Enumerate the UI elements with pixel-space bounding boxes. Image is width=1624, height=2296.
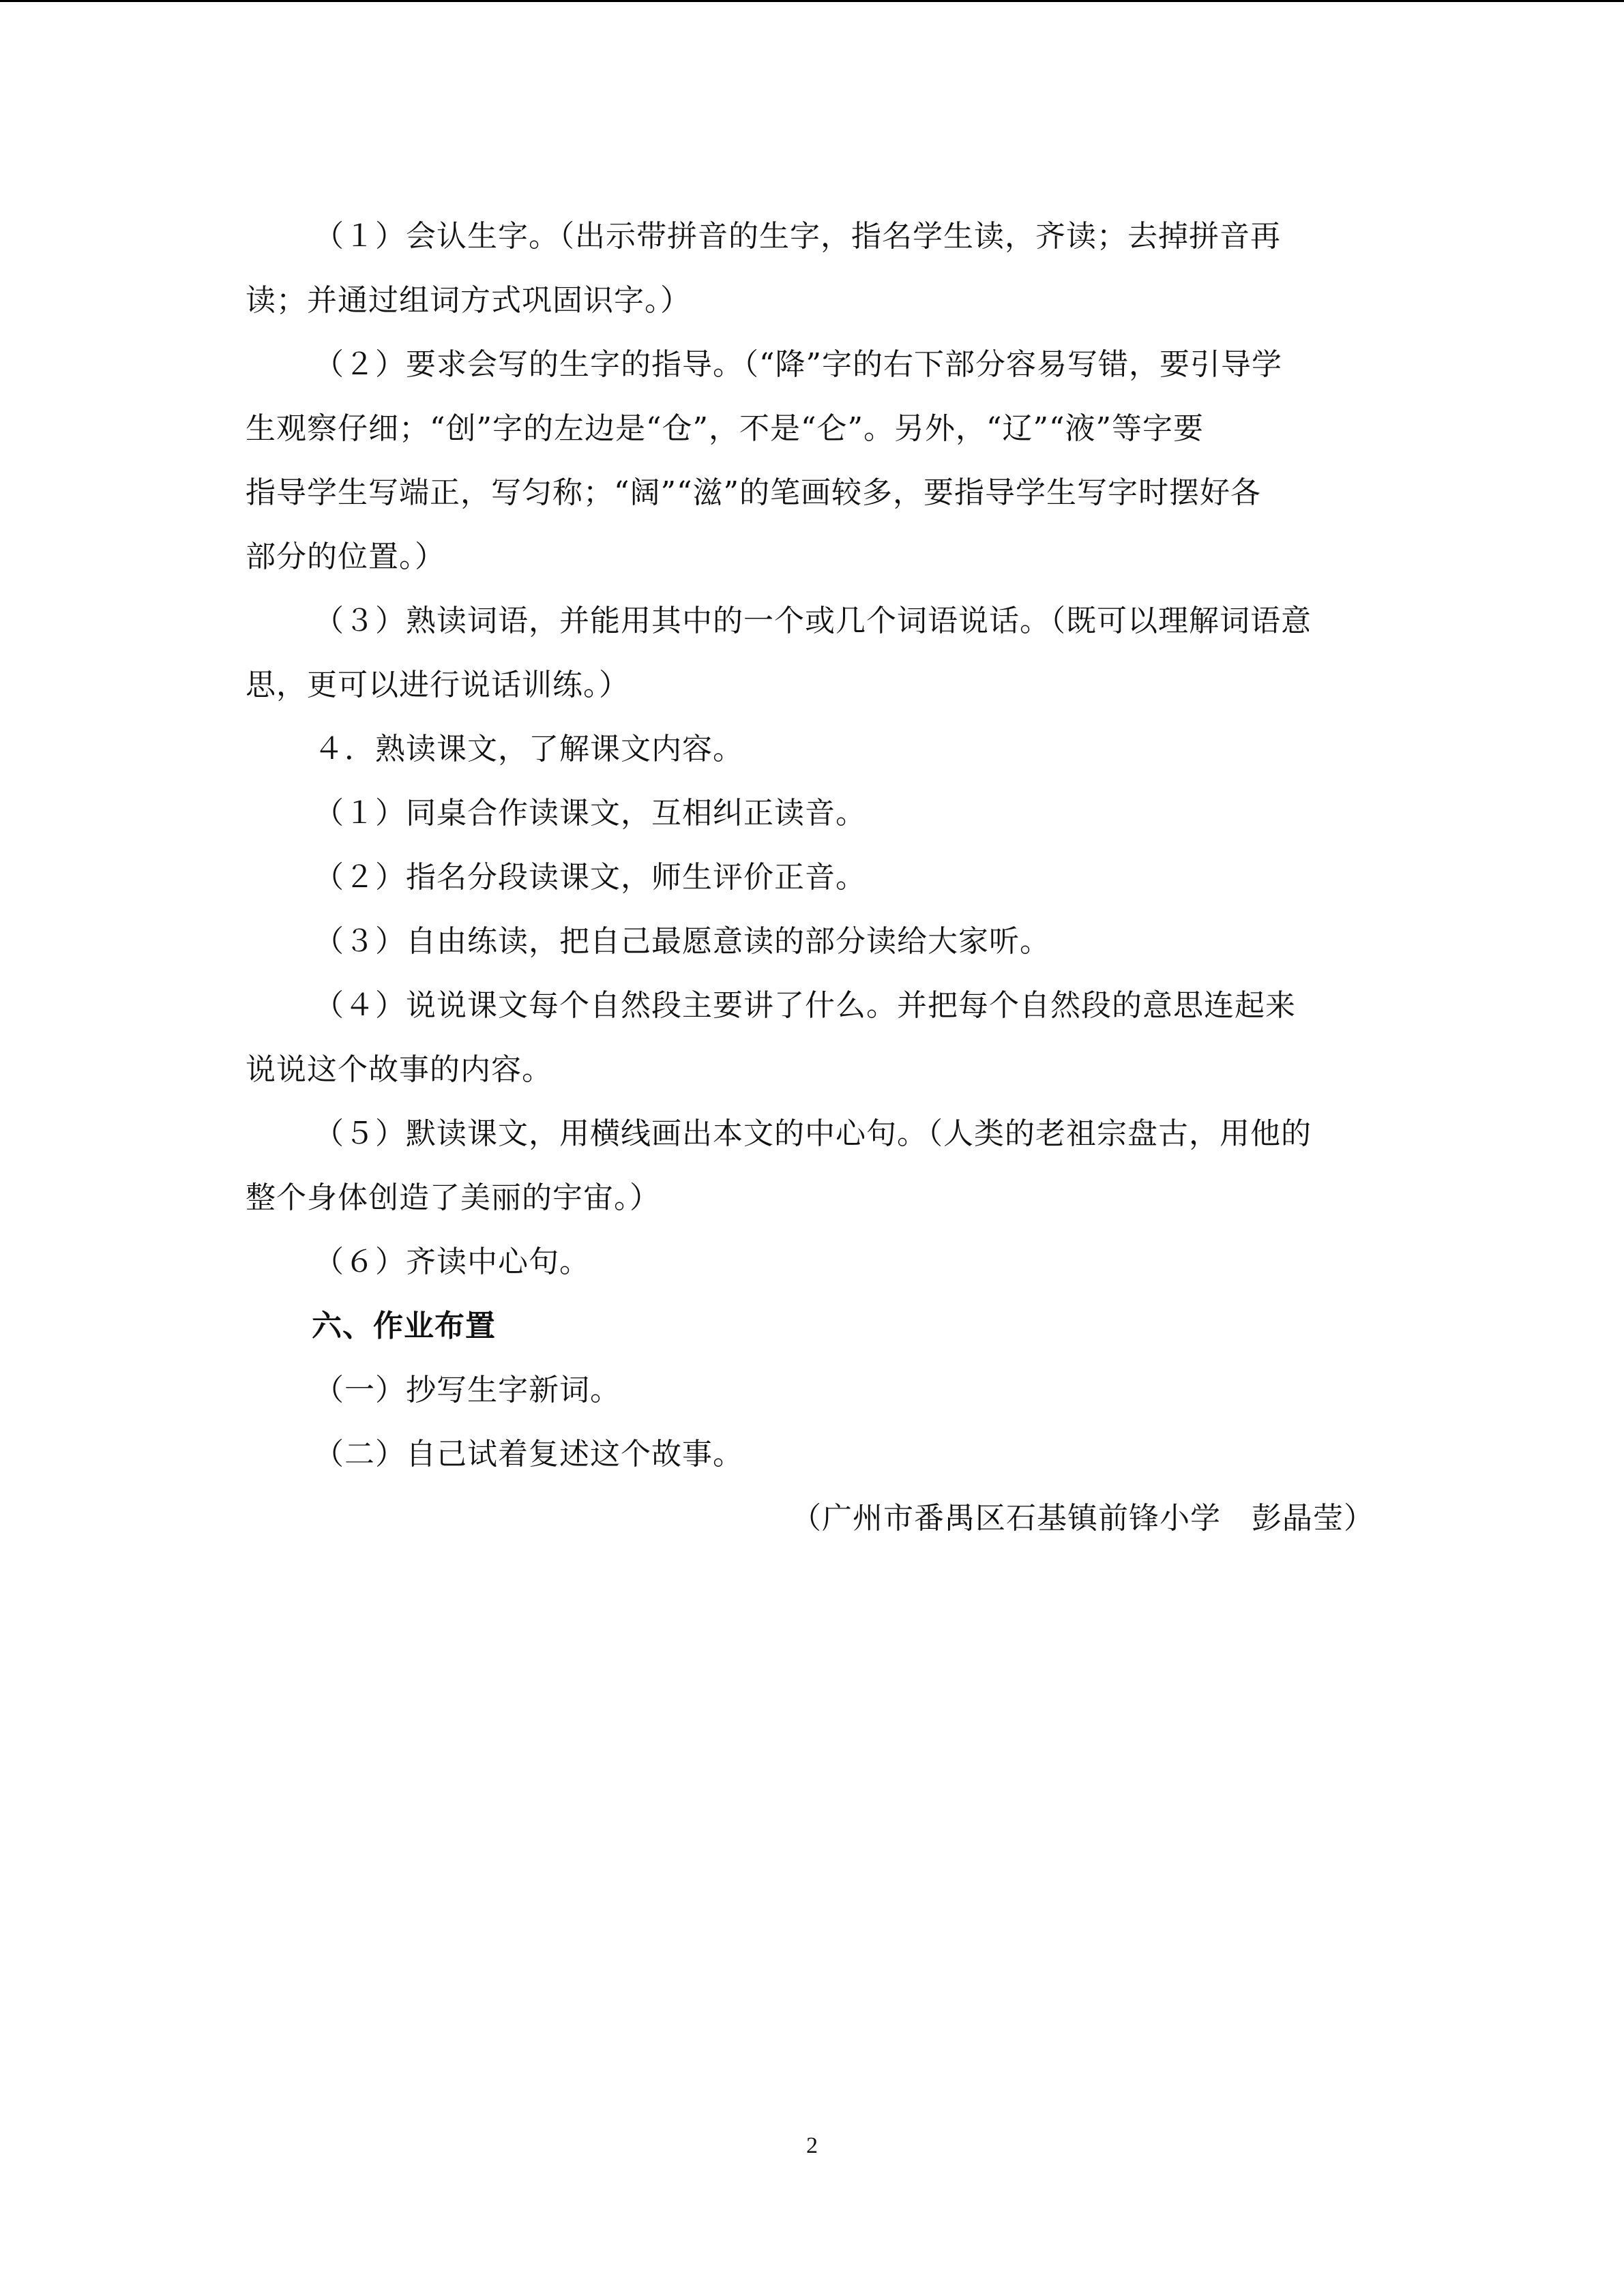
homework-item: （一）抄写生字新词。 xyxy=(314,1373,621,1407)
paragraph-line: ４．熟读课文，了解课文内容。 xyxy=(314,732,743,766)
paragraph-line: （２）指名分段读课文，师生评价正音。 xyxy=(314,860,866,895)
paragraph-line: 生观察仔细；“创”字的左边是“仓”，不是“仑”。另外，“辽”“液”等字要 xyxy=(246,411,1204,446)
paragraph-line: （２）要求会写的生字的指导。（“降”字的右下部分容易写错，要引导学 xyxy=(314,347,1282,382)
author-signature: （广州市番禺区石基镇前锋小学 彭晶莹） xyxy=(791,1501,1374,1536)
paragraph-line: （１）同桌合作读课文，互相纠正读音。 xyxy=(314,796,866,831)
paragraph-line: 思，更可以进行说话训练。） xyxy=(246,668,630,702)
paragraph-line: 读；并通过组词方式巩固识字。） xyxy=(246,283,691,318)
paragraph-line: （５）默读课文，用横线画出本文的中心句。（人类的老祖宗盘古，用他的 xyxy=(314,1116,1312,1151)
paragraph-line: 整个身体创造了美丽的宇宙。） xyxy=(246,1180,660,1215)
section-heading: 六、作业布置 xyxy=(312,1309,496,1343)
document-body xyxy=(246,205,1381,1551)
page-number: 2 xyxy=(806,2133,818,2158)
paragraph-line: （６）齐读中心句。 xyxy=(314,1244,590,1279)
paragraph-line: （３）熟读词语，并能用其中的一个或几个词语说话。（既可以理解词语意 xyxy=(314,603,1312,638)
paragraph-line: 部分的位置。） xyxy=(246,539,445,574)
homework-item: （二）自己试着复述这个故事。 xyxy=(314,1437,743,1472)
page-top-border xyxy=(0,0,1624,2)
paragraph-line: （４）说说课文每个自然段主要讲了什么。并把每个自然段的意思连起来 xyxy=(314,988,1296,1023)
paragraph-line: （１）会认生字。（出示带拼音的生字，指名学生读，齐读；去掉拼音再 xyxy=(314,219,1281,254)
paragraph-line: 说说这个故事的内容。 xyxy=(246,1052,552,1087)
paragraph-line: （３）自由练读，把自己最愿意读的部分读给大家听。 xyxy=(314,924,1050,959)
paragraph-line: 指导学生写端正，写匀称；“阔”“滋”的笔画较多，要指导学生写字时摆好各 xyxy=(246,475,1261,510)
